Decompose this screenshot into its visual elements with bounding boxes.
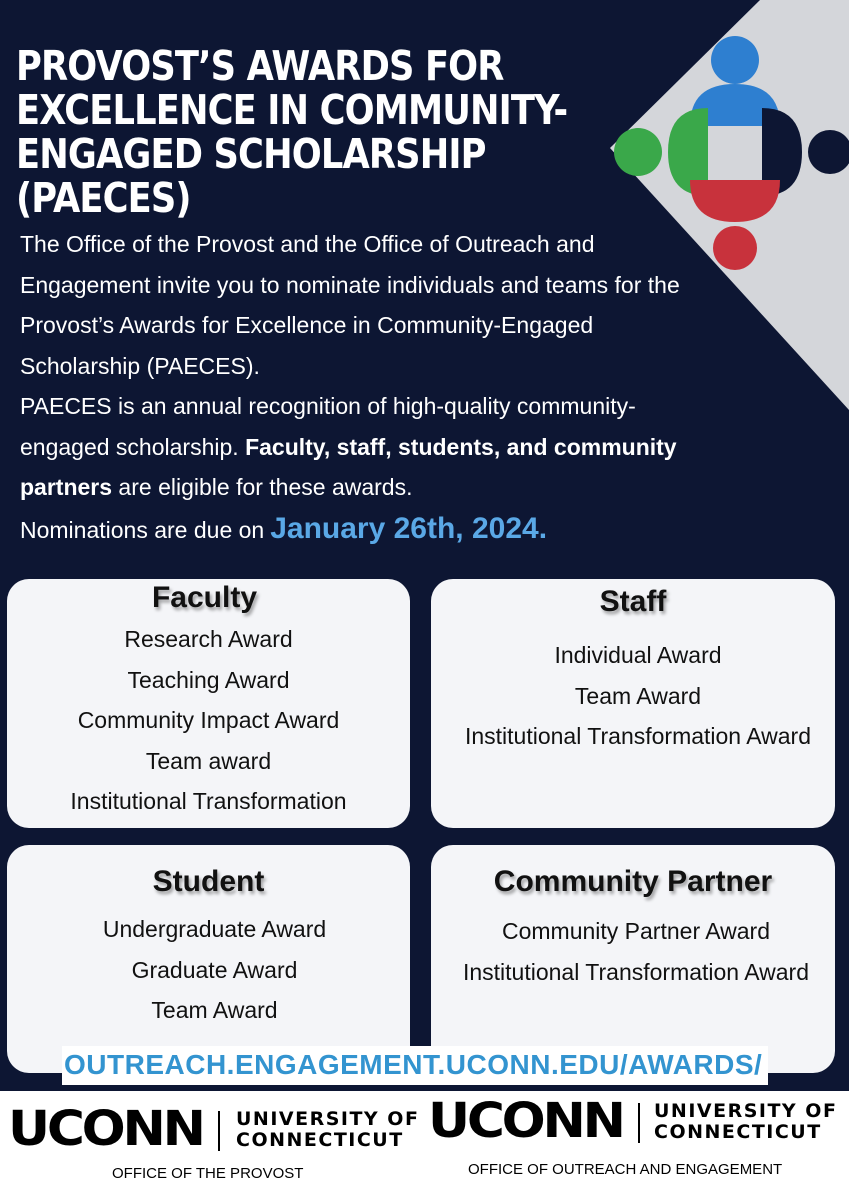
staff-title: Staff bbox=[599, 585, 667, 618]
community-partner-card bbox=[431, 845, 835, 1073]
award-item: Research Award bbox=[124, 626, 293, 652]
university-of-text: UNIVERSITY OF bbox=[236, 1108, 420, 1130]
faculty-awards-list bbox=[7, 619, 410, 822]
intro-paragraph-2 bbox=[20, 386, 700, 508]
logo-divider bbox=[218, 1111, 220, 1151]
page-title: PROVOST’S AWARDS FOR EXCELLENCE IN COMMUNITY-ENGAGED SCHOLARSHIP (PAECES) bbox=[16, 42, 568, 222]
uconn-wordmark: UCONN bbox=[428, 1093, 623, 1149]
faculty-title: Faculty bbox=[151, 581, 258, 614]
faculty-card bbox=[7, 579, 410, 828]
award-item: Individual Award bbox=[554, 642, 722, 668]
award-item: Teaching Award bbox=[127, 666, 290, 693]
person-head-blue bbox=[711, 36, 759, 84]
connecticut-text: CONNECTICUT bbox=[654, 1121, 822, 1143]
award-item: Institutional Transformation Award bbox=[464, 723, 812, 749]
award-item: Institutional Transformation bbox=[70, 788, 347, 814]
award-item: Community Impact Award bbox=[77, 707, 340, 733]
award-item: Community Partner Award bbox=[501, 918, 770, 944]
eligible-groups: Faculty, staff, students, and community partners bbox=[20, 433, 677, 500]
community-partner-title: Community Partner bbox=[493, 865, 773, 898]
staff-card bbox=[431, 579, 835, 828]
office-of-outreach-text: OFFICE OF OUTREACH AND ENGAGEMENT bbox=[468, 1161, 783, 1178]
community-partner-awards-list bbox=[437, 911, 835, 992]
connecticut-text: CONNECTICUT bbox=[236, 1129, 404, 1151]
logo-divider bbox=[638, 1103, 640, 1143]
awards-url-link[interactable]: OUTREACH.ENGAGEMENT.UCONN.EDU/AWARDS/ bbox=[62, 1046, 768, 1085]
uconn-provost-logo bbox=[8, 1101, 428, 1185]
student-card bbox=[7, 845, 410, 1073]
university-of-text: UNIVERSITY OF bbox=[654, 1100, 838, 1122]
uconn-outreach-logo bbox=[428, 1093, 849, 1187]
student-title: Student bbox=[152, 865, 265, 898]
award-item: Team award bbox=[145, 747, 272, 774]
due-label: Nominations are due on bbox=[20, 517, 265, 543]
uconn-wordmark: UCONN bbox=[8, 1101, 203, 1157]
intro-text bbox=[20, 224, 700, 508]
intro-lead: PAECES is an annual recognition of high-quality community-engaged scholarship. bbox=[20, 393, 636, 460]
staff-awards-list bbox=[441, 635, 835, 757]
due-date: January 26th, 2024. bbox=[270, 512, 548, 545]
person-head-green bbox=[614, 128, 662, 176]
award-item: Undergraduate Award bbox=[102, 916, 327, 942]
person-head-red bbox=[713, 226, 757, 270]
student-awards-list bbox=[19, 909, 410, 1031]
nomination-deadline bbox=[20, 512, 547, 546]
office-of-provost-text: OFFICE OF THE PROVOST bbox=[112, 1165, 304, 1182]
award-item: Team Award bbox=[574, 682, 702, 709]
intro-paragraph-1: The Office of the Provost and the Office of Outreach and Engagement invite you to nominate individuals and teams for the Provost’s Awards for Excellence in Community-Engaged Scholarship (PAECES). bbox=[20, 231, 680, 379]
award-item: Graduate Award bbox=[131, 956, 298, 983]
award-item: Institutional Transformation Award bbox=[462, 958, 810, 985]
award-item: Team Award bbox=[151, 997, 278, 1023]
intro-tail: are eligible for these awards. bbox=[112, 474, 413, 500]
